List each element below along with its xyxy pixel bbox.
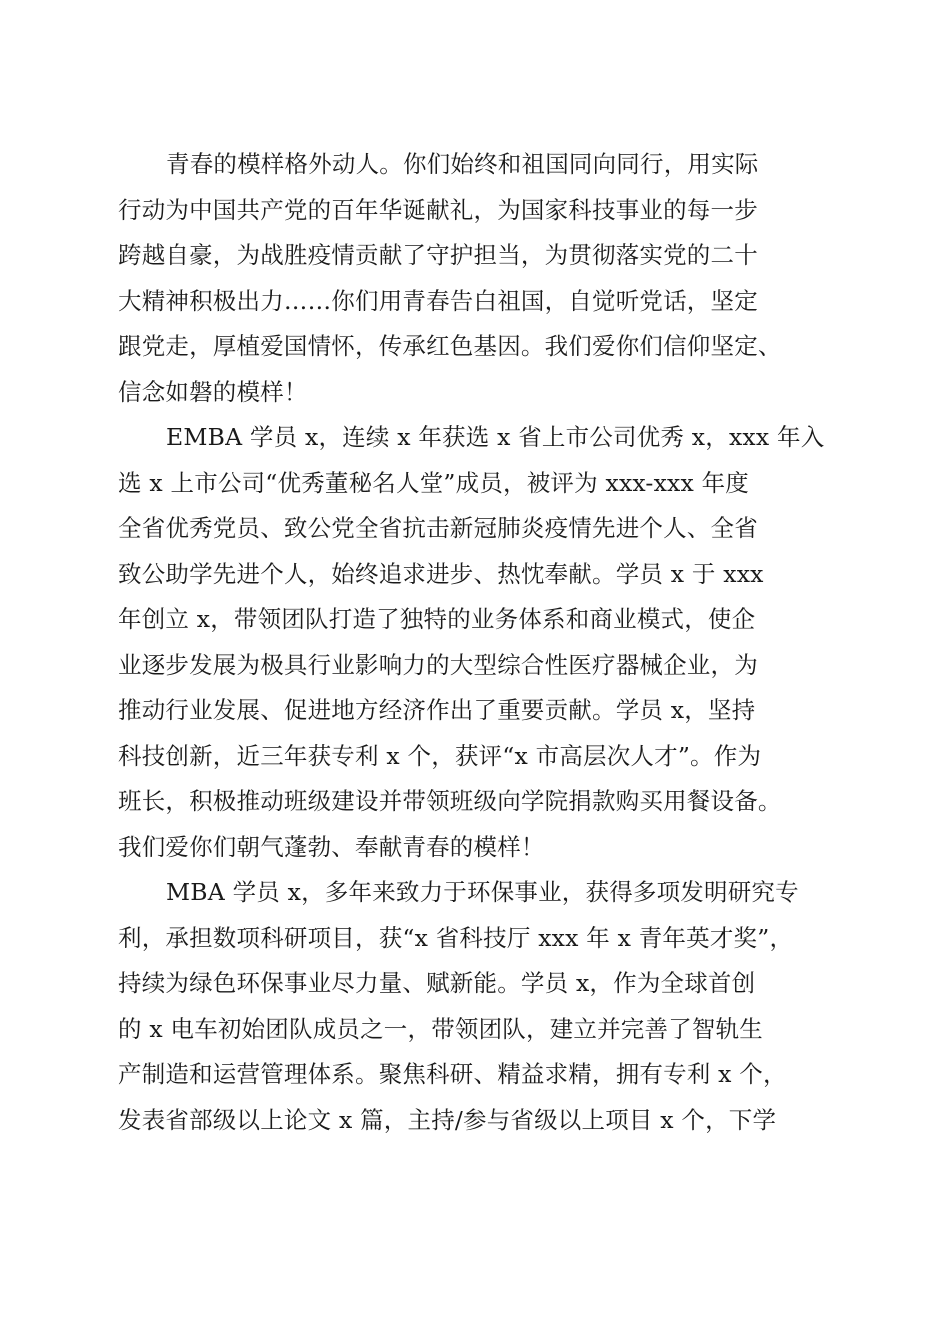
text-line: 利，承担数项科研项目，获“x 省科技厅 xxx 年 x 青年英才奖”， <box>118 923 794 952</box>
text-line: 跟党走，厚植爱国情怀，传承红色基因。我们爱你们信仰坚定、 <box>118 332 782 360</box>
text-line: 产制造和运营管理体系。聚焦科研、精益求精，拥有专利 x 个， <box>118 1060 787 1088</box>
text-line: 全省优秀党员、致公党全省抗击新冠肺炎疫情先进个人、全省 <box>118 514 758 542</box>
text-line: 发表省部级以上论文 x 篇，主持/参与省级以上项目 x 个，下学 <box>118 1105 777 1134</box>
text-line: 的 x 电车初始团队成员之一，带领团队，建立并完善了智轨生 <box>118 1014 763 1043</box>
text-line: 持续为绿色环保事业尽力量、赋新能。学员 x，作为全球首创 <box>118 969 756 997</box>
text-line: 行动为中国共产党的百年华诞献礼，为国家科技事业的每一步 <box>118 195 758 224</box>
paragraph-3 <box>118 870 838 1143</box>
text-line: 青春的模样格外动人。你们始终和祖国同向同行，用实际 <box>166 150 759 178</box>
paragraph-2 <box>118 415 838 870</box>
text-line: 科技创新，近三年获专利 x 个，获评“x 市高层次人才”。作为 <box>118 741 762 770</box>
text-line: 信念如磐的模样！ <box>118 377 308 406</box>
text-line: EMBA 学员 x，连续 x 年获选 x 省上市公司优秀 x，xxx 年入 <box>166 423 825 451</box>
document-body <box>118 142 838 1143</box>
text-line: 业逐步发展为极具行业影响力的大型综合性医疗器械企业，为 <box>118 650 758 679</box>
text-line: 选 x 上市公司“优秀董秘名人堂”成员，被评为 xxx-xxx 年度 <box>118 468 750 497</box>
paragraph-1 <box>118 142 838 415</box>
text-line: 推动行业发展、促进地方经济作出了重要贡献。学员 x，坚持 <box>118 696 756 724</box>
text-line: 大精神积极出力……你们用青春告白祖国，自觉听党话，坚定 <box>118 286 758 315</box>
text-line: 致公助学先进个人，始终追求进步、热忱奉献。学员 x 于 xxx <box>118 559 764 588</box>
text-line: 跨越自豪，为战胜疫情贡献了守护担当，为贯彻落实党的二十 <box>118 241 758 269</box>
text-line: 年创立 x，带领团队打造了独特的业务体系和商业模式，使企 <box>118 605 756 633</box>
text-line: 我们爱你们朝气蓬勃、奉献青春的模样！ <box>118 832 545 861</box>
text-line: 班长，积极推动班级建设并带领班级向学院捐款购买用餐设备。 <box>118 787 782 815</box>
text-line: MBA 学员 x，多年来致力于环保事业，获得多项发明研究专 <box>166 878 799 906</box>
